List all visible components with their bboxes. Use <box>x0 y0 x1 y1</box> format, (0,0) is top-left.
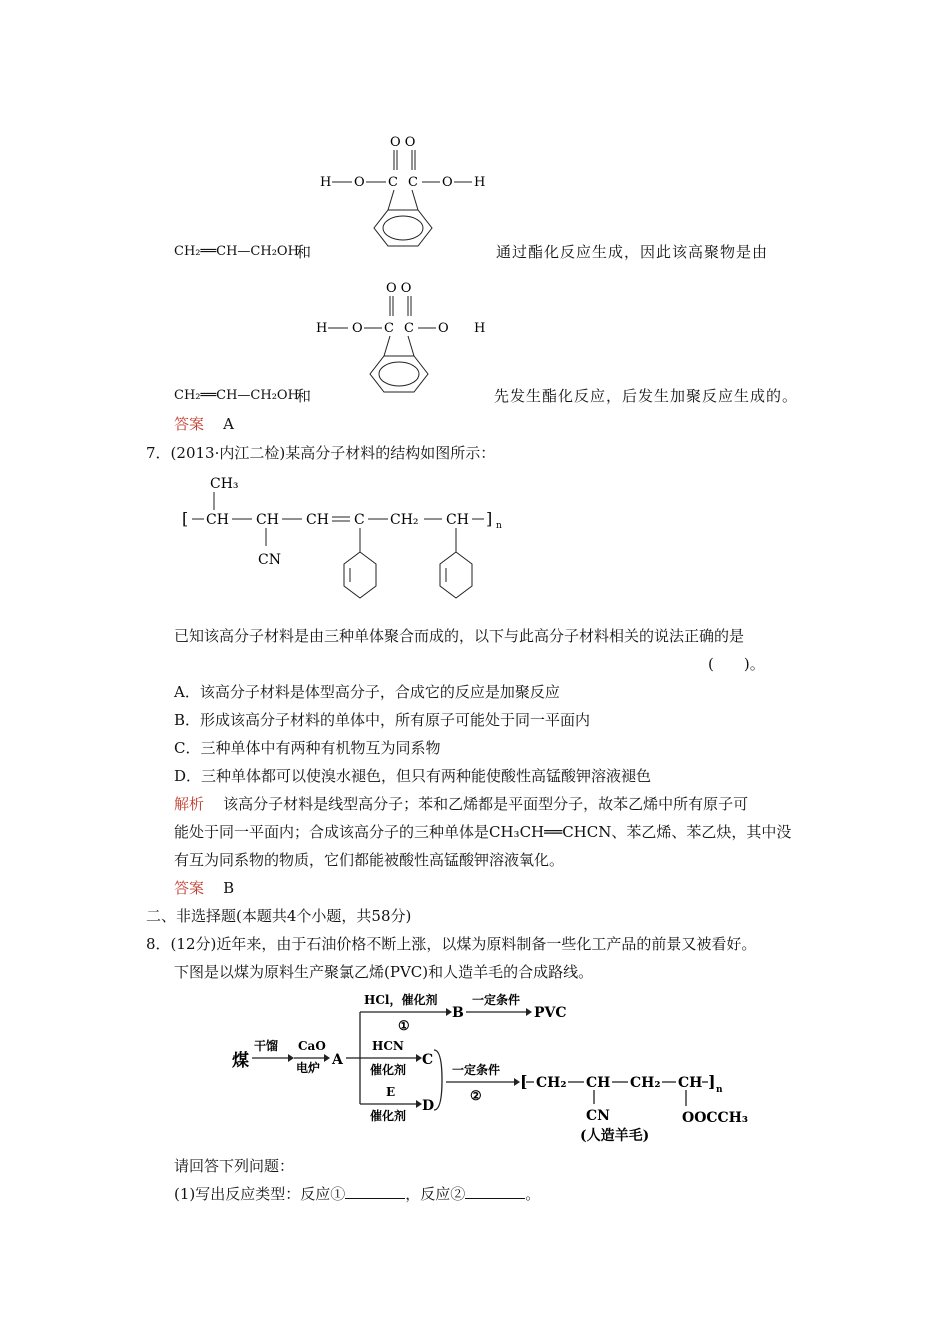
answer-label: 答案 <box>174 879 205 897</box>
answer6 <box>174 414 234 434</box>
mol-o-right: O <box>438 321 449 336</box>
q7-answer <box>174 878 234 898</box>
q7-polymer-structure <box>180 472 540 612</box>
flow-cond1: 一定条件 <box>472 993 521 1007</box>
mol-h-right: H <box>474 321 486 336</box>
mol-h-left: H <box>316 321 328 336</box>
flow-c: C <box>422 1052 434 1068</box>
wool-cn: CN <box>586 1108 610 1124</box>
mol-h-right: H <box>474 175 486 190</box>
mol-c-right: C <box>408 175 418 190</box>
synthesis-route-diagram <box>230 988 790 1148</box>
molecule-diacid-1 <box>318 128 498 248</box>
molecule-diacid-2 <box>314 276 494 396</box>
poly-n: n <box>496 521 502 531</box>
section-two-heading: 二、非选择题(本题共4个小题，共58分) <box>146 907 412 925</box>
mol-h-left: H <box>320 175 332 190</box>
sub1-end: 。 <box>525 1185 541 1203</box>
analysis-text-1: 该高分子材料是线型高分子；苯和乙烯都是平面型分子，故苯乙烯中所有原子可 <box>223 795 749 813</box>
mol-o-left: O <box>354 175 365 190</box>
mol-o-left: O <box>352 321 363 336</box>
arrow-head-icon <box>288 1054 294 1062</box>
flow-furnace: 电炉 <box>296 1061 321 1075</box>
answer-label: 答案 <box>174 415 205 433</box>
flow-e: E <box>386 1085 396 1099</box>
flow-cao: CaO <box>298 1039 326 1053</box>
q7-option-d: D．三种单体都可以使溴水褪色，但只有两种能使酸性高锰酸钾溶液褪色 <box>174 767 652 785</box>
q8-ask: 请回答下列问题： <box>174 1157 295 1175</box>
s2-and: 和 <box>296 387 312 405</box>
flow-cond2: 一定条件 <box>452 1063 501 1077</box>
flow-hcn: HCN <box>372 1039 404 1053</box>
arrow-head-icon <box>526 1008 532 1016</box>
flow-d: D <box>422 1098 435 1114</box>
flow-hcl: HCl，催化剂 <box>364 993 438 1007</box>
q7-option-a: A．该高分子材料是体型高分子，合成它的反应是加聚反应 <box>174 683 560 701</box>
flow-a: A <box>332 1052 343 1068</box>
s1-text: 通过酯化反应生成，因此该高聚物是由 <box>496 243 769 261</box>
wool-ch-b: CH <box>678 1075 703 1091</box>
q7-number: 7． <box>146 444 171 462</box>
wool-bracket-right: ] <box>708 1072 716 1091</box>
q7-answer-bracket: ( )。 <box>708 655 765 673</box>
mol-o-right: O <box>442 175 453 190</box>
wool-ch2-b: CH₂ <box>630 1075 661 1091</box>
flow-cat2: 催化剂 <box>370 1109 407 1123</box>
analysis-label: 解析 <box>174 795 205 813</box>
q8-sub1 <box>174 1184 540 1204</box>
reaction-1-blank[interactable] <box>345 1184 405 1199</box>
q7-known: 已知该高分子材料是由三种单体聚合而成的，以下与此高分子材料相关的说法正确的是 <box>174 627 745 645</box>
poly-ch2: CH₂ <box>390 512 419 528</box>
flow-dry-distill: 干馏 <box>254 1039 279 1053</box>
flow-reaction-2: ② <box>470 1089 482 1104</box>
s2-text: 先发生酯化反应，后发生加聚反应生成的。 <box>494 387 799 405</box>
poly-bracket-right: ] <box>486 509 493 528</box>
flow-cat1: 催化剂 <box>370 1063 407 1077</box>
s2-monomer: CH₂══CH—CH₂OH <box>174 388 299 403</box>
q7-analysis-line3: 有互为同系物的物质，它们都能被酸性高锰酸钾溶液氧化。 <box>174 851 565 869</box>
mol-oo-label: O O <box>386 281 412 296</box>
wool-ooccch3: OOCCH₃ <box>682 1110 749 1126</box>
poly-bracket-left: [ <box>182 509 189 528</box>
sub1-prefix: (1)写出反应类型：反应① <box>174 1185 346 1203</box>
q7-option-b: B．形成该高分子材料的单体中，所有原子可能处于同一平面内 <box>174 711 591 729</box>
poly-ch-b: CH <box>256 512 279 528</box>
poly-ch-c: CH <box>306 512 329 528</box>
mol-c-left: C <box>384 321 394 336</box>
benzene-ring-icon <box>440 552 472 598</box>
mol-oo-label: O O <box>390 135 416 150</box>
arrow-head-icon <box>324 1054 330 1062</box>
flow-reaction-1: ① <box>398 1019 410 1034</box>
wool-label: (人造羊毛) <box>580 1128 650 1144</box>
answer-value: A <box>223 415 234 433</box>
q7-stem-text: (2013·内江二检)某高分子材料的结构如图所示： <box>170 444 496 462</box>
flow-b: B <box>452 1005 464 1021</box>
poly-ch3: CH₃ <box>210 476 239 492</box>
mol-c-right: C <box>404 321 414 336</box>
poly-c: C <box>354 512 365 528</box>
wool-n: n <box>716 1085 723 1095</box>
flow-pvc: PVC <box>534 1005 567 1021</box>
wool-ch-a: CH <box>586 1075 611 1091</box>
wool-bracket-left: [ <box>520 1072 528 1091</box>
sub1-mid: ，反应② <box>405 1185 466 1203</box>
q7-analysis-line2: 能处于同一平面内；合成该高分子的三种单体是CH₃CH══CHCN、苯乙烯、苯乙炔，其中没 <box>174 823 792 841</box>
q7-stem <box>146 443 495 463</box>
q7-analysis-line1 <box>174 794 748 814</box>
poly-cn: CN <box>258 552 281 568</box>
flow-coal: 煤 <box>232 1051 249 1071</box>
q8-line1: 8．(12分)近年来，由于石油价格不断上涨，以煤为原料制备一些化工产品的前景又被看好。 <box>146 935 757 953</box>
s1-and: 和 <box>296 243 312 261</box>
poly-ch-a: CH <box>206 512 229 528</box>
mol-c-left: C <box>388 175 398 190</box>
q7-option-c: C．三种单体中有两种有机物互为同系物 <box>174 739 441 757</box>
reaction-2-blank[interactable] <box>465 1184 525 1199</box>
q8-line2: 下图是以煤为原料生产聚氯乙烯(PVC)和人造羊毛的合成路线。 <box>174 963 594 981</box>
poly-ch-d: CH <box>446 512 469 528</box>
answer-value: B <box>223 879 235 897</box>
benzene-ring-icon <box>344 552 376 598</box>
wool-ch2-a: CH₂ <box>536 1075 567 1091</box>
s1-monomer: CH₂══CH—CH₂OH <box>174 244 299 259</box>
